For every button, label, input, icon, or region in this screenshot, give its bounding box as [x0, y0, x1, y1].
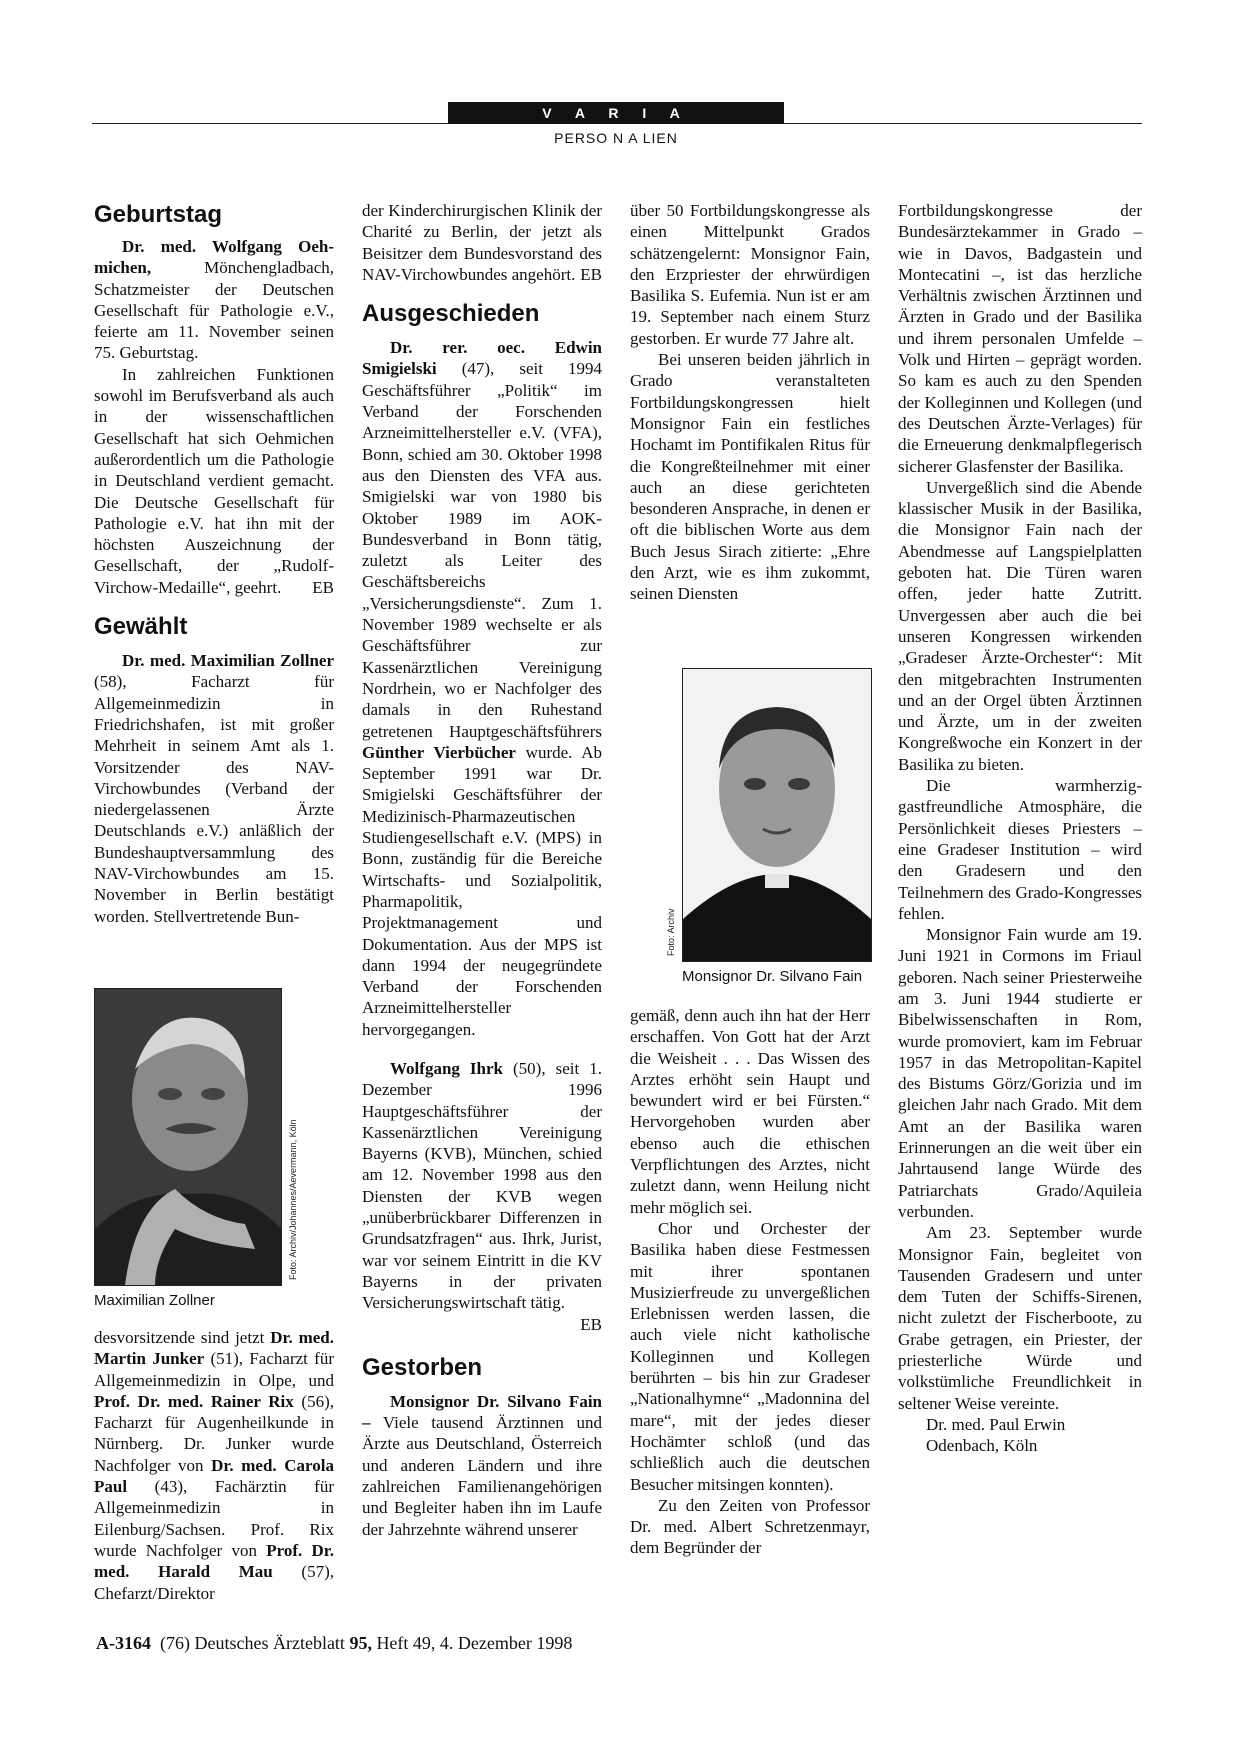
heading-geburtstag: Geburtstag: [94, 201, 223, 228]
column-1: [94, 200, 334, 927]
page-footer: A-3164 (76) Deutsches Ärzteblatt 95, Heft 49, 4. Dezember 1998: [96, 1633, 573, 1653]
signature: Dr. med. Paul Erwin Odenbach, Köln: [926, 1414, 1066, 1456]
paragraph: Zu den Zeiten von Professor Dr. med. Albert Schretzenmayr, dem Begründer der: [630, 1495, 870, 1558]
column-3-continued: [630, 1005, 870, 1559]
photo-caption: Maximilian Zollner: [94, 1292, 215, 1309]
column-2: [362, 200, 602, 1540]
paragraph: Monsignor Dr. Silvano Fain – Viele tausend Ärztinnen und Ärzte aus Deutschland, Österreich und anderen Ländern und ihre zahlreichen Familienangehörigen und Begleiter haben ihn im Laufe der Jahrzehnte während unserer: [362, 1391, 602, 1539]
paragraph: über 50 Fortbildungskongresse als einen Mittelpunkt Grados schätzengelernt: Monsignor Fain, den Erzpriester der ehrwürdigen Basilika S. Eufemia. Nun ist er am 19. September nach einem Sturz gestorben. Er wurde 77 Jahre alt.: [630, 201, 870, 348]
paragraph: Chor und Orchester der Basilika haben diese Festmessen mit ihrer spontanen Musizierfreude zu unvergeßlichen Erlebnissen werden lassen, die auch viele nicht katholische Kolleginnen und Kollegen berührten – bis hin zur Gradeser „Nationalhymne“ „Madonnina del mare“, mit der jedes dieser Hochämter schloß (und das schließlich auch die deutschen Besucher mitsingen konnten).: [630, 1218, 870, 1494]
subsection-label: PERSO N A LIEN: [554, 130, 678, 146]
heading-ausgeschieden: Ausgeschieden: [362, 300, 540, 328]
column-1-continued: [94, 1327, 334, 1604]
paragraph: desvorsitzende sind jetzt Dr. med. Martin Junker (51), Facharzt für Allgemeinmedizin in Olpe, und Prof. Dr. med. Rainer Rix (56), Facharzt für Augenheilkunde in Nürnberg. Dr. Junker wurde Nachfolger von Dr. med. Carola Paul (43), Fachärztin für Allgemeinmedizin in Eilenburg/Sachsen. Prof. Rix wurde Nachfolger von Prof. Dr. med. Harald Mau (57), Chefarzt/Direktor: [94, 1328, 334, 1603]
author-initials: EB: [312, 577, 334, 597]
section-banner: V A R I A: [448, 102, 784, 124]
column-4: [898, 200, 1142, 1457]
photo-caption: Monsignor Dr. Silvano Fain: [682, 968, 863, 985]
paragraph: Dr. med. Maximilian Zollner (58), Facharzt für Allgemeinmedizin in Friedrichshafen, ist mit großer Mehrheit in seinem Amt als 1. Vorsitzender des NAV-Virchowbundes (Verband der niedergelassenen Ärzte Deutschlands e.V.) anläßlich der Bundeshauptversammlung des NAV-Virchowbundes am 15. November in Berlin bestätigt worden. Stellvertretende Bun-: [94, 651, 334, 926]
author-initials: EB: [580, 1314, 602, 1334]
paragraph: In zahlreichen Funktionen sowohl im Berufsverband als auch in der wissenschaftlichen Gesellschaft hat sich Oehmichen außerordentlich um die Pathologie in Deutschland verdient gemacht. Die Deutsche Gesellschaft für Pathologie e.V. hat ihn mit der höchsten Auszeichnung der Gesellschaft, der „Rudolf-Virchow-Medaille“, geehrt. EB: [94, 364, 334, 597]
paragraph: Wolfgang Ihrk (50), seit 1. Dezember 1996 Hauptgeschäftsführer der Kassenärztlichen Vereinigung Bayerns (KVB), München, schied am 12. November 1998 aus den Diensten der KVB wegen „unüberbrückbarer Differenzen in Grundsatzfragen“ aus. Ihrk, Jurist, war vor seinem Eintritt in die KV Bayerns in der privaten Versicherungswirtschaft tätig. EB: [362, 1058, 602, 1334]
paragraph: Unvergeßlich sind die Abende klassischer Musik in der Basilika, die Monsignor Fain nach der Abendmesse auf Langspielplatten geboten hat. Die Türen waren offen, jeder hatte Zutritt. Unvergessen aber auch die bei unseren Kongressen wirkenden „Gradeser Ärzte-Orchester“: Mit den mitgebrachten Instrumenten und an der Orgel übten Ärztinnen und Ärzte, um in der zweiten Kongreßwoche ein Konzert in der Basilika zu bieten.: [898, 477, 1142, 774]
photo-fain: [682, 668, 872, 962]
photo-credit: Foto: Archiv: [666, 908, 676, 956]
paragraph: Die warmherzig-gastfreundliche Atmosphäre, die Persönlichkeit dieses Priesters – eine Gradeser Institution – wird den Gradesern und den Teilnehmern des Grado-Kongresses fehlen.: [898, 776, 1142, 923]
heading-gestorben: Gestorben: [362, 1353, 483, 1381]
column-3: [630, 200, 870, 605]
paragraph: Dr. rer. oec. Edwin Smigielski (47), seit 1994 Geschäftsführer „Politik“ im Verband der Forschenden Arzneimittelhersteller e.V. (VFA), Bonn, schied am 30. Oktober 1998 aus den Diensten des VFA aus. Smigielski war von 1980 bis Oktober 1989 im AOK-Bundesverband in Bonn tätig, zuletzt als Leiter des Geschäftsbereichs „Versicherungsdienste“. Zum 1. November 1989 wechselte er als Geschäftsführer zur Kassenärztlichen Vereinigung Nordrhein, wo er Nachfolger des damals in den Ruhestand getretenen Hauptgeschäftsführers Günther Vierbücher wurde. Ab September 1991 war Dr. Smigielski Geschäftsführer der Medizinisch-Pharmazeutischen Studiengesellschaft e.V. (MPS) in Bonn, zuständig für die Bereiche Wirtschafts- und Sozialpolitik, Pharmapolitik, Projektmanagement und Dokumentation. Aus der MPS ist dann 1994 der neugegründete Verband der Forschenden Arzneimittelhersteller hervorgegangen.: [362, 338, 602, 1039]
page-number: A-3164: [96, 1633, 151, 1653]
paragraph: gemäß, denn auch ihn hat der Herr erschaffen. Von Gott hat der Arzt die Weisheit . . . Das Wissen des Arztes erhöht sein Haupt und bewundert wird er bei Fürsten.“ Hervorgehoben wurden aber ebenso auch die ethischen Verpflichtungen des Arztes, nicht zuletzt dann, wenn Heilung nicht mehr möglich sei.: [630, 1006, 870, 1217]
paragraph: Bei unseren beiden jährlich in Grado veranstalteten Fortbildungskongressen hielt Monsignor Fain ein festliches Hochamt im Pontifikalen Ritus für die Kongreßteilnehmer mit einer auch an diese gerichteten besonderen Ansprache, in denen er oft die biblischen Worte aus dem Buch Jesus Sirach zitierte: „Ehre den Arzt, wie es ihm zukommt, seinen Diensten: [630, 350, 870, 604]
author-initials: EB: [580, 264, 602, 284]
paragraph: Monsignor Fain wurde am 19. Juni 1921 in Cormons im Friaul geboren. Nach seiner Priesterweihe am 3. Juni 1944 studierte er Bibelwissenschaften in Rom, wurde promoviert, kam im Februar 1957 in das Metropolitan-Kapitel des Bistums Görz/Gorizia und im gleichen Jahr nach Grado. Mit dem Amt an der Basilika waren Erinnerungen an die weit über ein Jahrtausend lange Würde des Patriarchats Grado/Aquileia verbunden.: [898, 925, 1142, 1221]
paragraph: der Kinderchirurgischen Klinik der Charité zu Berlin, der jetzt als Beisitzer dem Bundesvorstand des NAV-Virchowbundes angehört. EB: [362, 201, 602, 284]
paragraph: Dr. med. Wolfgang Oeh-michen, Mönchengladbach, Schatzmeister der Deutschen Gesellschaft für Pathologie e.V., feierte am 11. November seinen 75. Geburtstag.: [94, 237, 334, 363]
paragraph: Am 23. September wurde Monsignor Fain, begleitet von Tausenden Gradesern und unter dem Tuten der Schiffs-Sirenen, nicht zuletzt der Fischerboote, zu Grabe getragen, ein Priester, der priesterliche Würde und volkstümliche Freundlichkeit in seltener Weise vereinte.: [898, 1223, 1142, 1413]
heading-gewaehlt: Gewählt: [94, 613, 188, 641]
paragraph: Fortbildungskongresse der Bundesärztekammer in Grado – wie in Davos, Badgastein und Montecatini –, ist das herzliche Verhältnis zwischen Ärztinnen und Ärzten in Grado und der Basilika und ihrem personalen Umfelde – Volk und Hirten – geprägt worden. So kam es auch zu den Spenden der Kolleginnen und Kollegen (und des Deutschen Ärzte-Verlages) für die Erneuerung denkmalpflegerisch sicherer Glasfenster der Basilika.: [898, 201, 1142, 476]
photo-zollner: [94, 988, 282, 1286]
photo-credit: Foto: Archiv/Johannes/Aevermann, Köln: [288, 1119, 298, 1280]
